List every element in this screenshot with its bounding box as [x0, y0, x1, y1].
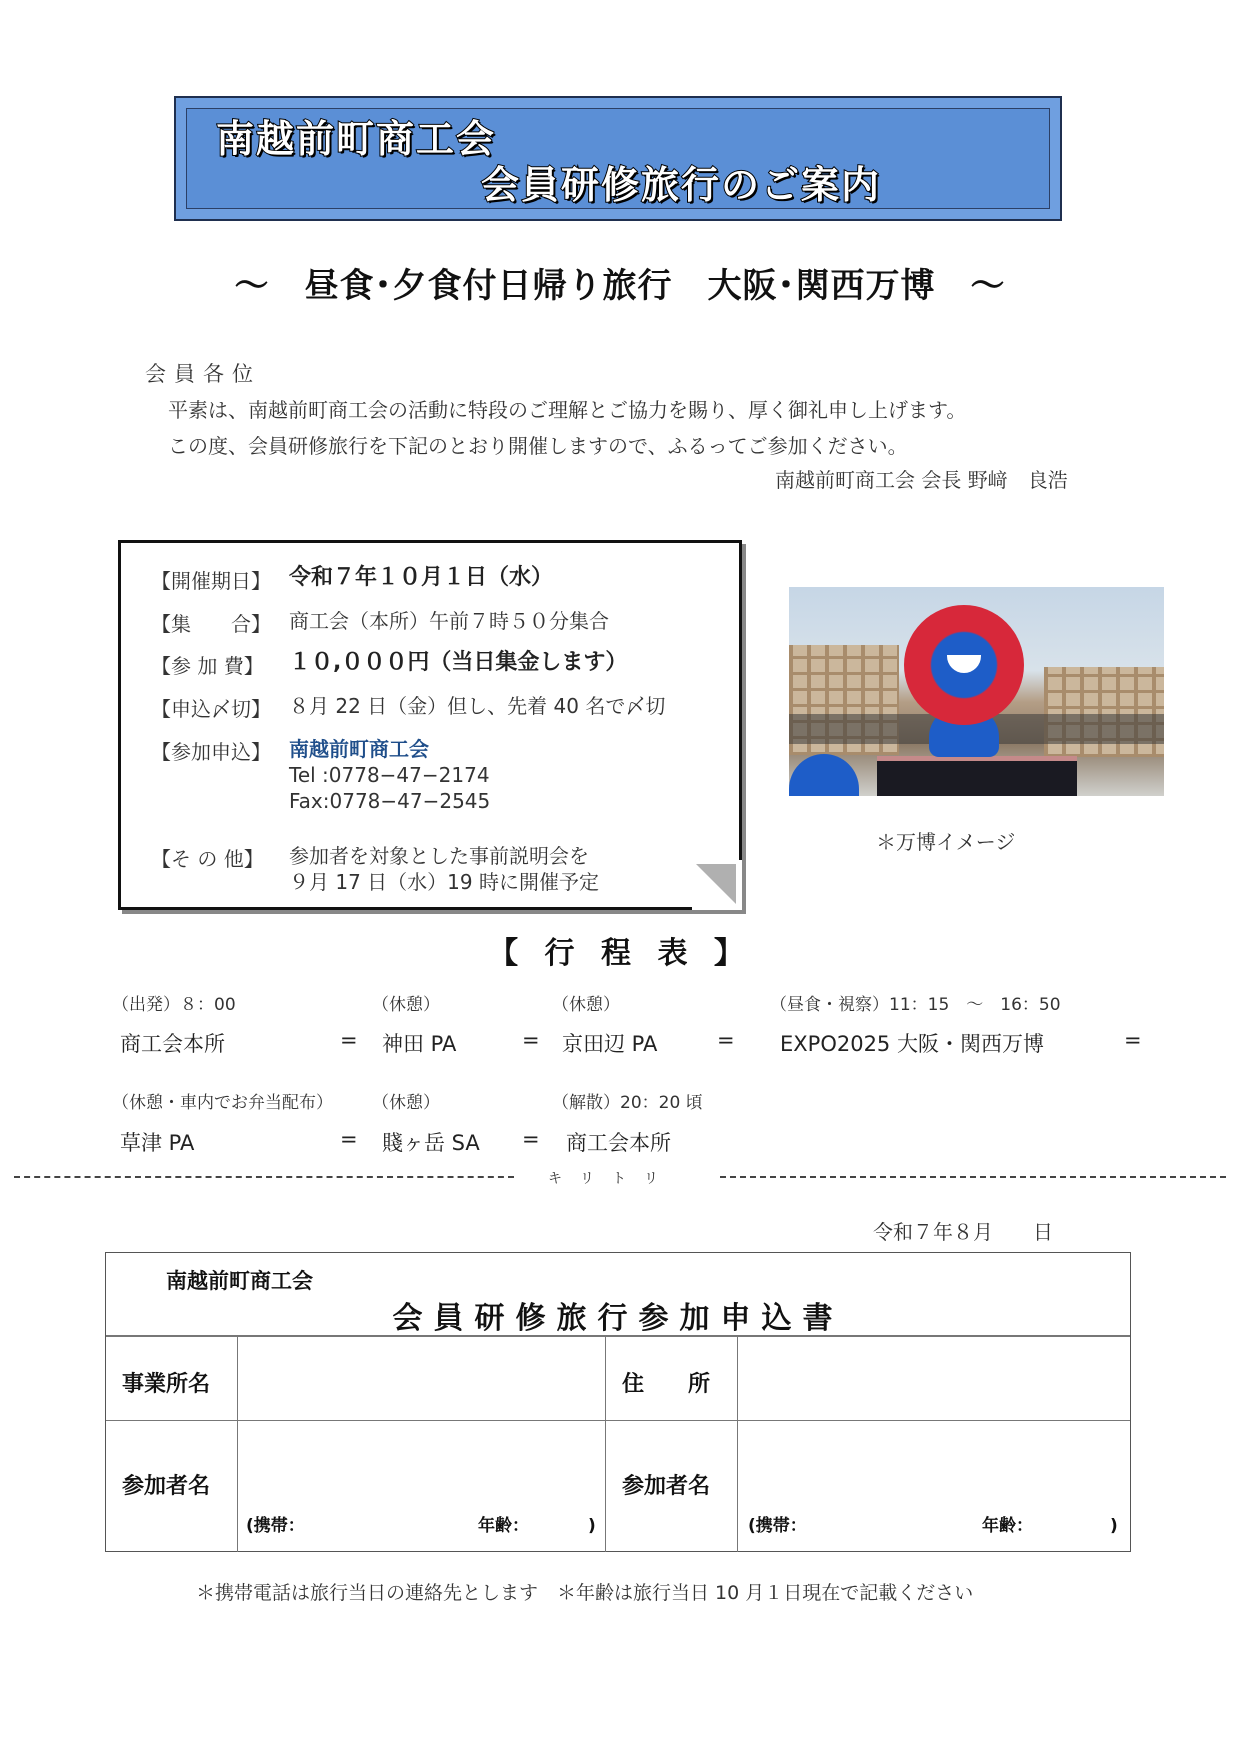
other-line-2: ９月 17 日（水）19 時に開催予定 [289, 870, 599, 894]
age-label-1: 年齢： [478, 1516, 529, 1536]
apply-fax: Fax:0778−47−2545 [289, 789, 491, 813]
participant-name-field-2[interactable] [738, 1421, 1132, 1552]
schedule-note: （出発）８：00 [112, 995, 236, 1015]
schedule-note: （休憩） [552, 995, 620, 1015]
body-paragraph-2: この度、会員研修旅行を下記のとおり開催しますので、ふるってご参加ください。 [168, 434, 908, 458]
close-paren-1: ) [588, 1516, 596, 1536]
form-row-participants [106, 1421, 1130, 1552]
participant-name-field-1[interactable] [238, 1421, 606, 1552]
business-label: 事業所名 [122, 1372, 211, 1397]
form-footnote: ＊携帯電話は旅行当日の連絡先とします ＊年齢は旅行当日 10 月１日現在で記載ください [196, 1582, 974, 1604]
deadline-value: ８月 22 日（金）但し、先着 40 名で〆切 [289, 694, 666, 718]
schedule-separator: = [1124, 1028, 1142, 1052]
schedule-separator: = [340, 1127, 358, 1151]
schedule-stop: 賤ヶ岳 SA [382, 1131, 480, 1155]
deadline-label: 【申込〆切】 [151, 697, 271, 721]
other-label: 【そ の 他】 [151, 847, 264, 871]
schedule-stop: 商工会本所 [120, 1032, 225, 1056]
mobile-label-2: (携帯： [748, 1516, 807, 1536]
body-paragraph-1: 平素は、南越前町商工会の活動に特段のご理解とご協力を賜り、厚く御礼申し上げます。 [168, 398, 967, 422]
business-name-field[interactable] [238, 1337, 606, 1420]
schedule-separator: = [522, 1028, 540, 1052]
fee-value: １０,０００円（当日集金します） [289, 650, 628, 675]
info-apply-row [151, 736, 490, 814]
info-fee-row [151, 650, 627, 679]
apply-tel: Tel :0778−47−2174 [289, 763, 490, 787]
apply-details [289, 736, 490, 814]
banner-title: 会員研修旅行のご案内 [481, 163, 882, 207]
title-banner [174, 96, 1062, 221]
address-label: 住 所 [622, 1372, 711, 1397]
date-label: 【開催期日】 [151, 569, 271, 593]
schedule-note: （休憩） [372, 1093, 440, 1113]
banner-org-name: 南越前町商工会 [216, 117, 497, 161]
close-paren-2: ) [1110, 1516, 1118, 1536]
schedule-stop: 神田 PA [382, 1032, 457, 1056]
form-org: 南越前町商工会 [166, 1269, 313, 1293]
expo-photo [789, 587, 1164, 796]
cut-line-left [14, 1176, 514, 1178]
date-value: 令和７年１０月１日（水） [289, 565, 554, 590]
trip-subtitle: ～ 昼食･夕食付日帰り旅行 大阪･関西万博 ～ [234, 266, 1006, 306]
photo-caption: ＊万博イメージ [876, 830, 1016, 854]
application-form [105, 1252, 1131, 1552]
form-date: 令和７年８月 日 [873, 1220, 1053, 1244]
form-row-business [106, 1337, 1130, 1421]
info-other-row [151, 843, 599, 895]
schedule-note: （休憩） [372, 995, 440, 1015]
other-details [289, 843, 599, 895]
page-fold-corner [692, 860, 742, 910]
schedule-note: （解散）20：20 頃 [552, 1093, 703, 1113]
schedule-stop: 草津 PA [120, 1131, 195, 1155]
schedule-separator: = [340, 1028, 358, 1052]
cut-label: キリトリ [548, 1171, 676, 1187]
form-header [106, 1253, 1130, 1337]
age-label-2: 年齢： [982, 1516, 1033, 1536]
schedule-separator: = [717, 1028, 735, 1052]
info-deadline-row [151, 693, 665, 722]
meet-label: 【集 合】 [151, 612, 271, 636]
mobile-label-1: (携帯： [246, 1516, 305, 1536]
schedule-note: （昼食・視察）11：15 ～ 16：50 [770, 995, 1061, 1015]
participant-label-1: 参加者名 [122, 1474, 211, 1499]
cut-line-right [720, 1176, 1226, 1178]
apply-label: 【参加申込】 [151, 740, 271, 764]
schedule-note: （休憩・車内でお弁当配布） [112, 1093, 333, 1113]
schedule-stop: 商工会本所 [566, 1131, 671, 1155]
signature: 南越前町商工会 会長 野﨑 良浩 [775, 468, 1068, 492]
schedule-separator: = [522, 1127, 540, 1151]
schedule-stop: EXPO2025 大阪・関西万博 [780, 1032, 1044, 1056]
info-date-row [151, 565, 553, 594]
apply-org: 南越前町商工会 [289, 737, 429, 761]
greeting: 会員各位 [145, 362, 261, 386]
participant-label-2: 参加者名 [622, 1474, 711, 1499]
other-line-1: 参加者を対象とした事前説明会を [289, 844, 589, 868]
address-field[interactable] [738, 1337, 1132, 1420]
fee-label: 【参 加 費】 [151, 654, 264, 678]
meet-value: 商工会（本所）午前７時５０分集合 [289, 609, 609, 633]
info-meet-row [151, 608, 609, 637]
form-title: 会員研修旅行参加申込書 [392, 1301, 844, 1336]
schedule-title: 【 行 程 表 】 [488, 936, 752, 971]
schedule-stop: 京田辺 PA [562, 1032, 658, 1056]
event-info-card [118, 540, 742, 910]
